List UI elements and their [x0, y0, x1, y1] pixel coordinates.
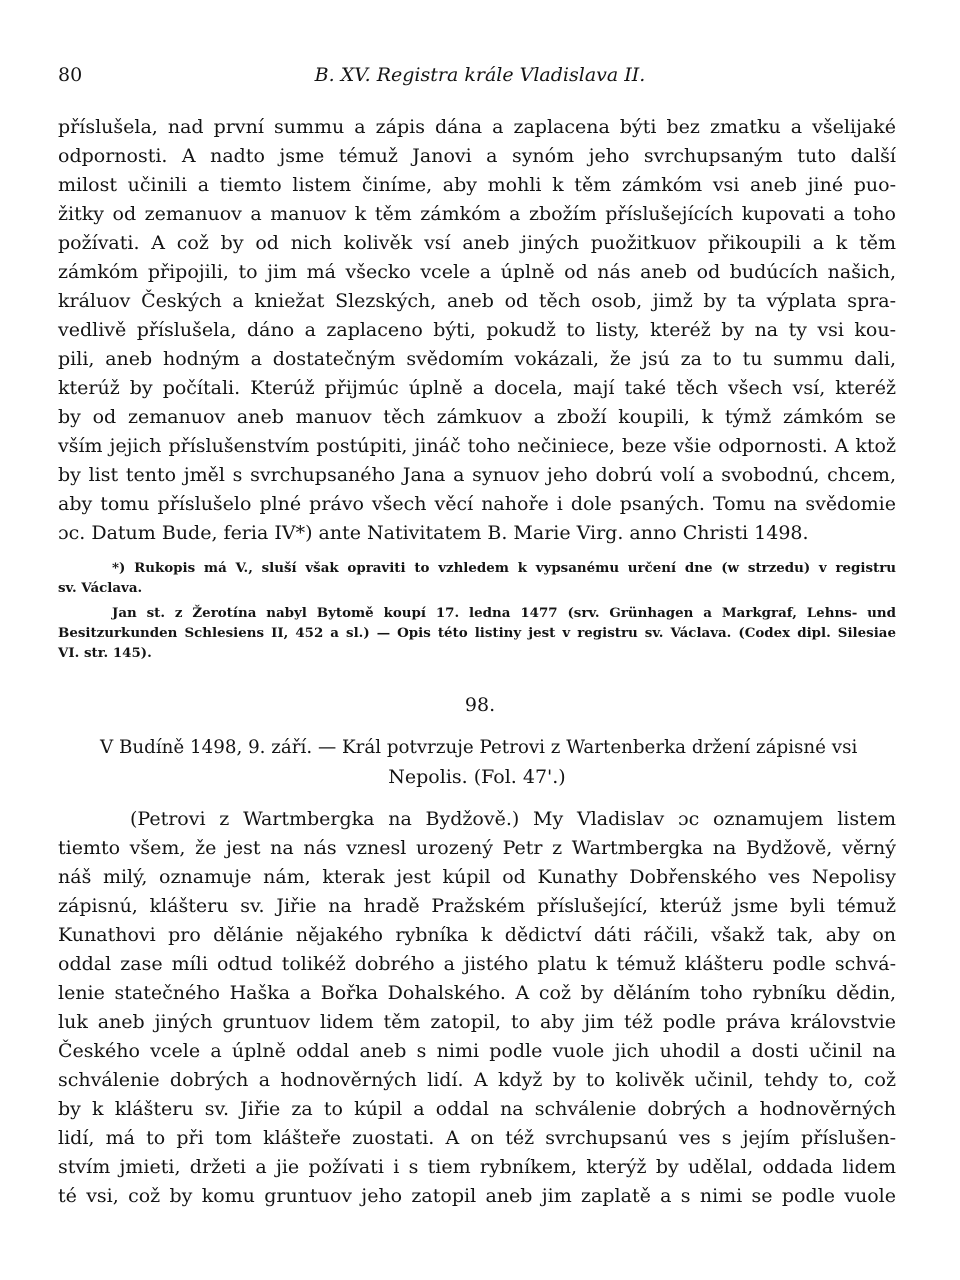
heading-line: Nepolis. (Fol. 47'.) — [388, 766, 566, 788]
text-line: náš milý, oznamuje nám, kterak jest kúpil od Kunathy Dobřenského ves Nepolisy — [58, 866, 896, 888]
text-line: ɔc. Datum Bude, feria IV*) ante Nativitatem B. Marie Virg. anno Christi 1498. — [58, 522, 809, 544]
page-number: 80 — [58, 64, 83, 86]
heading-line: V Budíně 1498, 9. září. — Král potvrzuje Petrovi z Wartenberka držení zápisné vsi — [100, 737, 858, 758]
text-line: kterúž by počítali. Kterúž přijmúc úplně a docela, mají také těch všech vsí, kteréž — [58, 377, 896, 399]
text-line: žitky od zemanuov a manuov k těm zámkóm a zbožím příslušejících kupovati a toho — [58, 203, 896, 225]
text-line: (Petrovi z Wartmbergka na Bydžově.) My Vladislav ɔc oznamujem listem — [130, 808, 896, 830]
text-line: odpornosti. A nadto jsme témuž Janovi a synóm jeho svrchupsaným tuto další — [58, 145, 896, 167]
text-line: stvím jmieti, držeti a jie požívati i s tiem rybníkem, kterýž by udělal, oddada lidem — [58, 1156, 896, 1178]
text-line: vším jejich příslušenstvím postúpiti, jináč toho nečiniece, beze všie odpornosti. A ktož — [58, 435, 896, 457]
text-line: pili, aneb hodným a dostatečným svědomím vokázali, že jsú za to tu summu dali, — [58, 348, 896, 370]
text-line: vedlivě příslušela, dáno a zaplaceno býti, pokudž to listy, kteréž by na ty vsi kou- — [58, 319, 896, 341]
text-line: lidí, má to při tom klášteře zuostati. A on též svrchupsanú ves s jejím příslušen- — [58, 1127, 896, 1149]
text-line: milost učinili a tiemto listem činíme, aby mohli k těm zámkóm vsi aneb jiné puo- — [58, 174, 896, 196]
footnote-line: VI. str. 145). — [58, 645, 152, 661]
text-line: luk aneb jiných gruntuov lidem těm zatopil, to aby jim též podle práva královstvie — [58, 1011, 896, 1033]
text-line: by k klášteru sv. Jiřie za to kúpil a oddal na schválenie dobrých a hodnověrných — [58, 1098, 896, 1120]
text-line: schválenie dobrých a hodnověrných lidí. A když by to kolivěk učinil, tehdy to, což — [58, 1069, 896, 1091]
text-line: by od zemanuov aneb manuov těch zámkuov a zboží koupili, k týmž zámkóm se — [58, 406, 896, 428]
text-line: králuov Českých a kniežat Slezských, aneb od těch osob, jimž by ta výplata spra- — [58, 290, 896, 312]
text-line: aby tomu příslušelo plné právo všech věcí nahoře i dole psaných. Tomu na svědomie — [58, 493, 896, 515]
text-line: Českého vcele a úplně oddal aneb s nimi podle vuole jich uhodil a dosti učinil na — [58, 1040, 896, 1062]
footnote-line: *) Rukopis má V., sluší však opraviti to vzhledem k vypsanému určení dne (w strzedu) v registru — [112, 560, 896, 576]
document-number: 98. — [464, 694, 496, 716]
footnote-line: sv. Václava. — [58, 580, 143, 596]
text-line: lenie statečného Haška a Bořka Dohalského. A což by děláním toho rybníku dědin, — [58, 982, 896, 1004]
text-line: tiemto všem, že jest na nás vznesl urozený Petr z Wartmbergka na Bydžově, věrný — [58, 837, 896, 859]
text-line: by list tento jměl s svrchupsaného Jana a synuov jeho dobrú volí a svobodnú, chcem, — [58, 464, 896, 486]
text-line: požívati. A což by od nich kolivěk vsí aneb jiných puožitkuov přikoupili a k těm — [58, 232, 896, 254]
text-line: té vsi, což by komu gruntuov jeho zatopil aneb jim zaplatě a s nimi se podle vuole — [58, 1185, 896, 1207]
footnote-line: Jan st. z Žerotína nabyl Bytomě koupí 17. ledna 1477 (srv. Grünhagen a Markgraf, Lehns- und — [112, 605, 896, 621]
text-line: zámkóm připojili, to jim má všecko vcele a úplně od nás aneb od budúcích našich, — [58, 261, 896, 283]
footnote-line: Besitzurkunden Schlesiens II, 452 a sl.) — Opis této listiny jest v registru sv. Václava. (Codex dipl. Silesiae — [58, 625, 896, 641]
text-line: příslušela, nad první summu a zápis dána a zaplacena býti bez zmatku a všelijaké — [58, 116, 896, 138]
text-line: oddal zase míli odtud tolikéž dobrého a jistého platu k témuž klášteru podle schvá- — [58, 953, 896, 975]
running-title: B. XV. Registra krále Vladislava II. — [314, 64, 646, 86]
text-line: zápisnú, klášteru sv. Jiřie na hradě Pražském příslušející, kterúž jsme byli témuž — [58, 895, 896, 917]
text-line: Kunathovi pro dělánie nějakého rybníka k dědictví dáti ráčili, všakž tak, aby on — [58, 924, 896, 946]
